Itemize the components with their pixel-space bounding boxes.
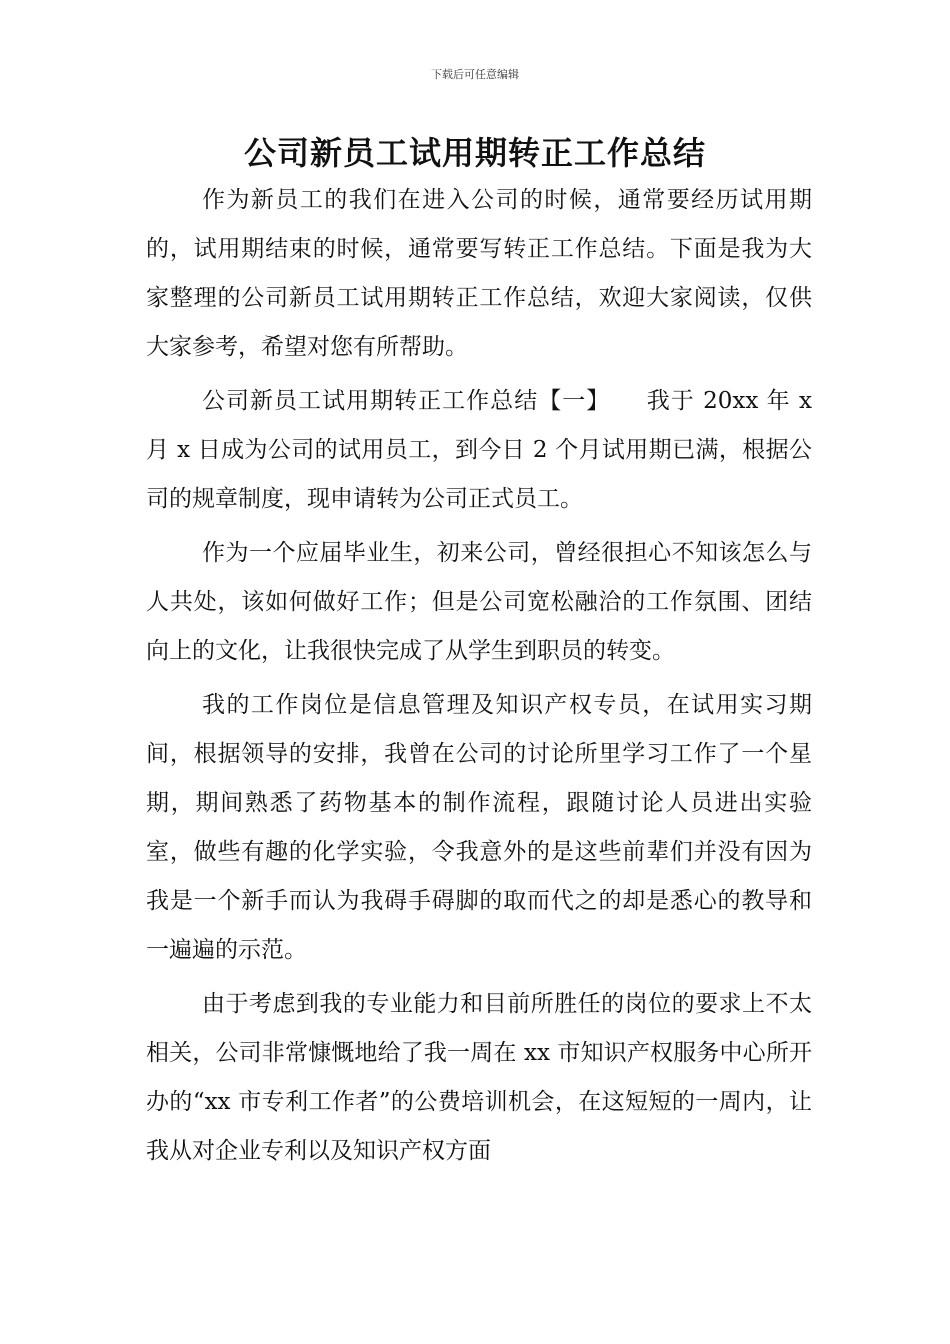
paragraph-intro: 作为新员工的我们在进入公司的时候，通常要经历试用期的，试用期结束的时候，通常要写转正工作总结。下面是我为大家整理的公司新员工试用期转正工作总结，欢迎大家阅读，仅供大家参考，希望对您有所帮助。 — [146, 187, 812, 360]
page-header: 下载后可任意编辑 — [431, 68, 519, 81]
document-title: 公司新员工试用期转正工作总结 — [243, 134, 706, 172]
document-body — [146, 176, 812, 1176]
paragraph-training: 由于考虑到我的专业能力和目前所胜任的岗位的要求上不太相关，公司非常慷慨地给了我一周在 xx 市知识产权服务中心所开办的“xx 市专利工作者”的公费培训机会，在这短短的一周内，让我从对企业专利以及知识产权方面 — [146, 991, 812, 1164]
paragraph-graduate: 作为一个应届毕业生，初来公司，曾经很担心不知该怎么与人共处，该如何做好工作；但是公司宽松融洽的工作氛围、团结向上的文化，让我很快完成了从学生到职员的转变。 — [146, 540, 812, 664]
paragraph-position: 我的工作岗位是信息管理及知识产权专员，在试用实习期间，根据领导的安排，我曾在公司的讨论所里学习工作了一个星期，期间熟悉了药物基本的制作流程，跟随讨论人员进出实验室，做些有趣的化学实验，令我意外的是这些前辈们并没有因为我是一个新手而认为我碍手碍脚的取而代之的却是悉心的教导和一遍遍的示范。 — [146, 692, 812, 963]
paragraph-summary-one: 公司新员工试用期转正工作总结【一】 我于 20xx 年 x 月 x 日成为公司的试用员工，到今日 2 个月试用期已满，根据公司的规章制度，现申请转为公司正式员工。 — [146, 388, 812, 512]
